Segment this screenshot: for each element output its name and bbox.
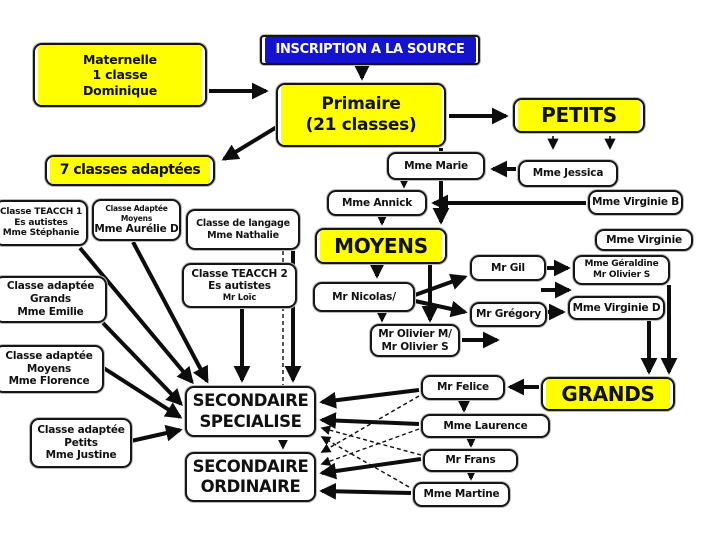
node-label: Dominique [83, 82, 157, 98]
node-langage-fill [188, 211, 298, 248]
node-label: Mr Olivier M/ [378, 327, 452, 340]
node-label: Maternelle [83, 52, 157, 68]
node-inscription-a-la-source [260, 35, 480, 65]
node-label: Mr Olivier S [381, 340, 449, 353]
arrow-felice-specialise [322, 390, 419, 402]
node-label: Mme Stéphanie [2, 228, 80, 239]
node-label: Primaire [321, 94, 401, 115]
node-label: Classe TEACCH 2 [191, 267, 288, 280]
node-mme-jessica [518, 160, 618, 187]
node-justine-fill [32, 420, 130, 466]
node-label: Mr Nicolas/ [332, 290, 396, 303]
node-teacch1-fill [0, 202, 86, 244]
node-geraldine-fill [575, 257, 668, 283]
node-label: SPECIALISE [199, 411, 302, 431]
node-classe-adaptee-grands-emilie [0, 276, 107, 323]
node-label: Mr Grégory [476, 308, 541, 321]
node-mme-annick [327, 190, 427, 216]
node-label: (21 classes) [305, 115, 417, 135]
node-mme-geraldine-olivier-s [573, 255, 670, 285]
node-label: 1 classe [92, 67, 148, 83]
node-label: Classe TEACCH 1 [0, 206, 83, 217]
node-7-classes-adaptees [45, 155, 215, 186]
node-moyens [315, 228, 447, 264]
node-emilie-fill [0, 278, 105, 321]
node-label: Mme Justine [45, 449, 117, 462]
node-secondaire-ordinaire [185, 452, 316, 502]
arrow-justine-specialise [131, 430, 180, 441]
node-label: Mme Emilie [17, 305, 84, 318]
node-label: Mr Gil [491, 261, 525, 274]
node-moyens-fill [320, 230, 442, 262]
node-maternelle-fill [38, 45, 202, 105]
arrow-nicolas-gregory [415, 301, 465, 312]
node-mme-virginie [595, 229, 693, 251]
node-mme-marie [387, 152, 485, 180]
node-7-classes-fill [50, 157, 210, 184]
node-primaire-fill [281, 85, 441, 145]
node-classe-adaptee-moyens-florence [0, 345, 104, 393]
node-classe-teacch-1 [0, 200, 88, 246]
node-label: Es autistes [208, 280, 271, 293]
node-mr-nicolas [313, 282, 415, 312]
node-petits [513, 98, 645, 133]
node-maternelle [33, 43, 207, 107]
node-label: 7 classes adaptées [59, 161, 201, 178]
node-label: Mme Annick [341, 196, 413, 209]
node-label: Moyens [120, 213, 153, 223]
dashed-frans-specialise [322, 428, 421, 455]
node-label: ORDINAIRE [200, 477, 301, 496]
node-label: MOYENS [334, 233, 428, 258]
node-primaire [276, 83, 446, 147]
node-mr-gregory [470, 302, 547, 327]
node-label: INSCRIPTION A LA SOURCE [275, 42, 465, 58]
node-label: Mr Frans [445, 454, 496, 467]
node-classe-adaptee-petits-justine [30, 418, 132, 468]
dashed-laurence-ordinaire [322, 429, 419, 464]
node-label: Classe adaptée [5, 349, 93, 362]
node-label: GRANDS [561, 381, 655, 406]
node-classe-adaptee-moyens-aurelie [92, 199, 181, 241]
arrow-martine-ordinaire [322, 491, 411, 493]
node-inscription-fill [265, 37, 476, 63]
node-label: Mr Felice [437, 381, 489, 394]
arrow-laurence-specialise [322, 420, 419, 424]
arrow-nicolas-gil [415, 277, 465, 295]
node-label: Mme Jessica [532, 167, 604, 180]
node-label: Mme Géraldine [584, 259, 659, 270]
node-mr-gil [470, 255, 546, 281]
node-classe-teacch-2 [182, 263, 297, 308]
node-olivier-fill [372, 326, 458, 355]
node-label: Mme Aurélie D [94, 222, 179, 235]
node-label: Mme Laurence [443, 419, 528, 432]
node-ordinaire-fill [187, 454, 314, 500]
node-label: PETITS [541, 103, 617, 128]
node-teacch2-fill [184, 265, 295, 306]
node-label: SECONDAIRE [192, 456, 309, 476]
node-mme-virginie-d [568, 296, 665, 320]
node-mr-frans [423, 449, 518, 472]
node-aurelie-fill [94, 201, 179, 239]
node-petits-fill [518, 100, 640, 131]
node-label: Mme Florence [8, 375, 90, 388]
node-secondaire-specialise [185, 386, 316, 437]
node-mme-laurence [421, 414, 550, 438]
node-label: Classe de langage [196, 217, 290, 229]
node-label: Classe Adaptée [105, 204, 168, 214]
node-grands-fill [546, 379, 670, 409]
node-label: Mr Olivier S [592, 270, 651, 280]
node-label: Mr Loïc [222, 293, 257, 304]
node-label: Petits [64, 436, 98, 449]
node-label: Mme Virginie [606, 233, 682, 246]
node-label: Mme Virginie D [572, 301, 661, 314]
node-label: Mme Martine [423, 488, 500, 501]
node-mme-virginie-b [588, 190, 683, 215]
node-label: Grands [30, 293, 71, 306]
node-grands [541, 377, 675, 411]
node-label: Mme Virginie B [591, 196, 680, 209]
node-mme-martine [413, 482, 510, 507]
node-florence-fill [0, 347, 102, 391]
node-mr-felice [421, 375, 505, 400]
node-label: Classe adaptée [6, 280, 95, 293]
node-label: Es autistes [14, 217, 68, 228]
node-classe-de-langage [186, 209, 300, 250]
node-label: Classe adaptée [37, 423, 125, 436]
node-label: SECONDAIRE [192, 391, 309, 411]
node-label: Moyens [26, 362, 72, 375]
node-mr-olivier-m-s [370, 324, 460, 357]
node-specialise-fill [187, 388, 314, 435]
node-label: Mme Marie [404, 159, 468, 172]
node-label: Mme Nathalie [207, 229, 279, 241]
